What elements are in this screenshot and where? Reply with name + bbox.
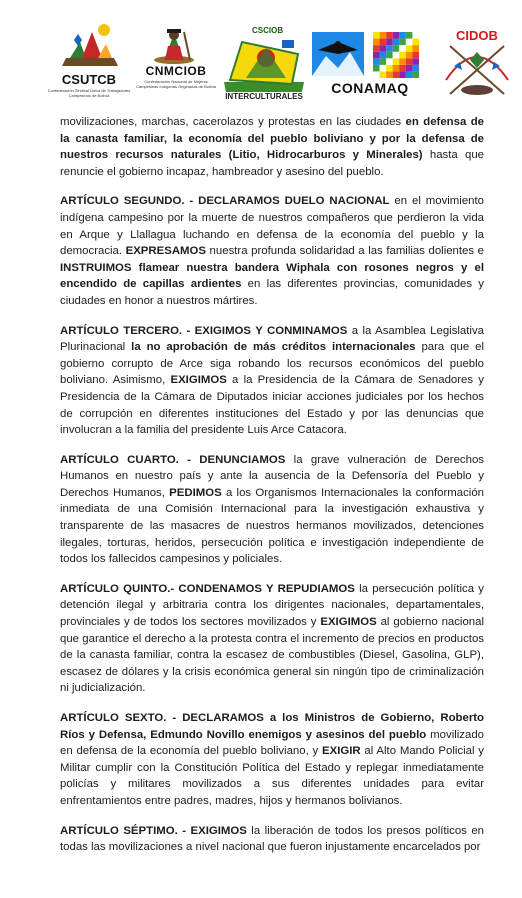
document-paragraph — [60, 323, 484, 439]
cnmciob-subtitle: Confederación Nacional de Mujeres Campesinas Indígenas Originarias de Bolivia — [136, 79, 216, 89]
document-paragraph — [60, 710, 484, 810]
bold-text: ARTÍCULO SÉPTIMO. - EXIGIMOS — [60, 824, 247, 837]
bold-text: la no aprobación de más créditos internacionales — [131, 341, 416, 354]
bold-text: EXIGIMOS — [320, 616, 377, 629]
csciob-subtitle: INTERCULTURALES — [225, 92, 303, 101]
body-text: la grave vulneración de Derechos Humanos en nuestro país y ante la ausencia de la Defensoría del Pueblo y Derechos Humanos, — [60, 453, 484, 499]
document-paragraph — [60, 581, 484, 697]
bold-text: ARTÍCULO SEGUNDO. - DECLARAMOS DUELO NACIONAL — [60, 195, 390, 208]
body-text: a los Organismos Internacionales la conformación inmediata de una Comisión Internacional para la investigación exhaustiva y transparente de las masacres de nuestros hermanos movilizados, detenciones ilegales, torturas, heridos, persecución política e investigación independiente de todos los fallecidos campesinos y policiales. — [60, 486, 484, 566]
cnmciob-name: CNMCIOB — [145, 64, 207, 78]
bold-text: en defensa de la canasta familiar, la economía del pueblo boliviano y por la defensa de nuestros recursos naturales (Litio, Hidrocarburos y Minerales) — [60, 116, 485, 162]
csutcb-logo — [46, 18, 132, 106]
csutcb-name: CSUTCB — [61, 72, 117, 87]
document-paragraph — [60, 452, 484, 568]
csutcb-subtitle: Confederación Sindical Única de Trabajadores Campesinos de Bolivia — [47, 88, 131, 98]
bold-text: EXIGIMOS — [170, 374, 227, 387]
bold-text: ARTÍCULO TERCERO. - EXIGIMOS Y CONMINAMOS — [60, 324, 348, 337]
body-text: hasta que renuncie el gobierno incapaz, hambreador y asesino del pueblo. — [60, 149, 485, 178]
csciob-name: CSCIOB — [252, 26, 284, 35]
body-text: nuestra profunda solidaridad a las familias dolientes e — [206, 245, 484, 258]
conamaq-logo — [308, 32, 428, 102]
body-text: la persecución política y detención ilegal y arbitraria contra los dirigentes nacionales, departamentales, provinciales y de todos los sectores movilizados y — [60, 582, 484, 629]
cnmciob-woman-icon — [150, 26, 198, 64]
body-text: movilizado en defensa de la economía del pueblo boliviano, y — [60, 728, 484, 758]
document-paragraph — [60, 114, 484, 180]
body-text: en las diferentes provincias, comunidades y ciudades en honor a nuestros mártires. — [60, 278, 485, 307]
document-paragraph — [60, 193, 484, 309]
bold-text: ARTÍCULO CUARTO. - DENUNCIAMOS — [60, 453, 286, 466]
bold-text: ARTÍCULO SEXTO. - DECLARAMOS a los Ministros de Gobierno, Roberto Ríos y Defensa, Edmundo Novillo enemigos y asesinos del pueblo — [60, 712, 484, 741]
body-text: al gobierno nacional que garantice el derecho a la protesta contra el incremento de precios en productos de la canasta familiar, contra la escasez de combustibles (Diesel, Gasolina, GLP), escasez de dólares y la crisis económica general sin ningún tipo de criminalización ni judicialización. — [60, 616, 484, 695]
csciob-emblem-icon — [222, 34, 306, 94]
bold-text: ARTÍCULO QUINTO.- CONDENAMOS Y REPUDIAMOS — [60, 582, 355, 595]
bold-text: EXIGIR — [322, 745, 361, 758]
wiphala-flag-icon — [372, 32, 420, 78]
conamaq-name: CONAMAQ — [331, 80, 409, 96]
cnmciob-logo — [128, 26, 224, 106]
logo-header — [0, 0, 522, 112]
body-text: a la Asamblea Legislativa Plurinacional — [60, 324, 484, 354]
cidob-emblem-icon — [440, 40, 514, 106]
document-paragraph — [60, 823, 484, 856]
body-text: al Alto Mando Policial y Militar cumplir con la Constitución Política del Estado y replegar inmediatamente policías y militares movilizados a sus diferentes unidades para evitar enfrentamientos entre padres, madres, hijos y hermanos bolivianos. — [60, 745, 484, 807]
body-text: a la Presidencia de la Cámara de Senadores y Presidencia de la Cámara de Diputados iniciar acciones judiciales por los hechos de corrupción en diferentes instituciones del Estado y por las denuncias que involucran a la familia del presidente Luis Arce Catacora. — [60, 374, 484, 437]
body-text: para que el gobierno corrupto de Arce siga robando los recursos económicos del pueblo boliviano. Asimismo, — [60, 341, 484, 387]
bold-text: INSTRUIMOS flamear nuestra bandera Wiphala con rosones negros y el encendido de capillas ardientes — [60, 261, 484, 291]
document-body — [60, 114, 484, 869]
csciob-logo — [222, 26, 306, 106]
condor-emblem-icon — [312, 32, 364, 76]
body-text: movilizaciones, marchas, cacerolazos y protestas en las ciudades — [60, 116, 406, 128]
body-text: la liberación de todos los presos políticos en todas las movilizaciones a nivel nacional que fueron injustamente encarcelados por — [60, 824, 484, 854]
bold-text: PEDIMOS — [169, 486, 222, 499]
bold-text: EXPRESAMOS — [125, 245, 206, 258]
cidob-logo — [436, 26, 518, 110]
cidob-name: CIDOB — [456, 28, 498, 43]
csutcb-emblem-icon — [60, 18, 120, 70]
body-text: en el movimiento indígena campesino por la muerte de nuestros compañeros que perdieron la vida en Arque y Llallagua luchando en defensa de la economía del pueblo y la democracia. — [60, 195, 484, 258]
